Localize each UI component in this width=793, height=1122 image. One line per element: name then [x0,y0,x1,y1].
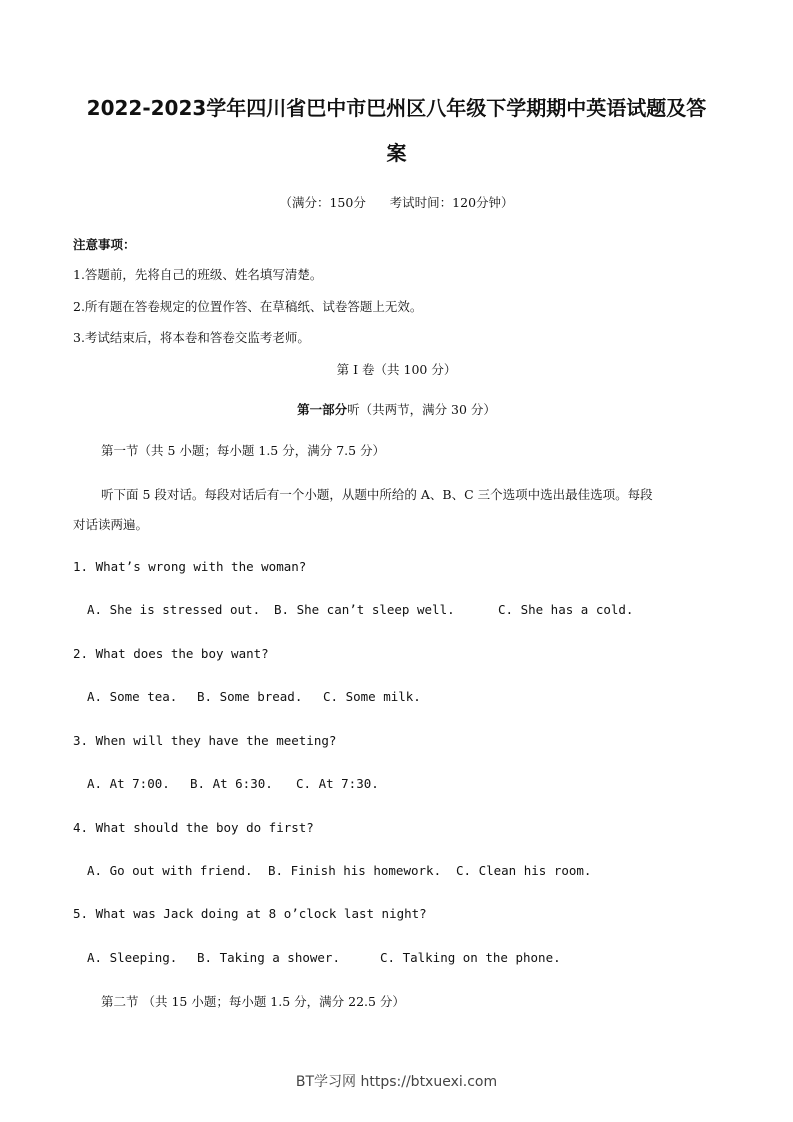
question-5-options [87,950,561,965]
q4-option-b: B. Finish his homework. [268,863,442,878]
q2-option-a: A. Some tea. [87,689,178,704]
notice-item-1: 1.答题前，先将自己的班级、姓名填写清楚。 [73,267,323,282]
q4-option-c: C. Clean his room. [456,863,592,878]
question-3: 3. When will they have the meeting? [73,733,337,748]
q1-option-c: C. She has a cold. [498,602,634,617]
q5-option-c: C. Talking on the phone. [380,950,561,965]
question-2: 2. What does the boy want? [73,646,269,661]
q2-option-c: C. Some milk. [323,689,421,704]
part1-rest: 听（共两节，满分 30 分） [347,402,496,417]
q5-option-b: B. Taking a shower. [197,950,340,965]
section1-instruction-line2: 对话读两遍。 [73,517,149,532]
q1-option-b: B. She can’t sleep well. [274,602,455,617]
footer-watermark: BT学习网 https://btxuexi.com [295,1074,498,1090]
part1-bold: 第一部分 [297,402,348,417]
notice-item-3: 3.考试结束后，将本卷和答卷交监考老师。 [73,330,310,345]
section1-instruction-line1: 听下面 5 段对话。每段对话后有一个小题，从题中所给的 A、B、C 三个选项中选出最佳选项。每段 [101,487,653,502]
notice-item-2: 2.所有题在答卷规定的位置作答、在草稿纸、试卷答题上无效。 [73,299,423,314]
question-4: 4. What should the boy do first? [73,820,314,835]
volume-label: 第 I 卷（共 100 分） [336,362,457,377]
q3-option-b: B. At 6:30. [190,776,273,791]
question-4-options [87,863,591,878]
section1-heading: 第一节（共 5 小题；每小题 1.5 分，满分 7.5 分） [101,443,386,458]
section2-heading: 第二节 （共 15 小题；每小题 1.5 分，满分 22.5 分） [101,994,405,1009]
q5-option-a: A. Sleeping. [87,950,178,965]
part1-heading [0,400,793,418]
q3-option-c: C. At 7:30. [296,776,379,791]
q1-option-a: A. She is stressed out. [87,602,261,617]
q2-option-b: B. Some bread. [197,689,303,704]
question-3-options [87,776,379,791]
exam-title-line2: 案 [386,141,407,165]
question-5: 5. What was Jack doing at 8 o’clock last night? [73,906,427,921]
exam-info: （满分：150分 考试时间：120分钟） [279,195,514,210]
notice-heading: 注意事项： [73,237,136,252]
q3-option-a: A. At 7:00. [87,776,170,791]
question-1-options [87,602,633,617]
exam-title-line1: 2022-2023学年四川省巴中市巴州区八年级下学期期中英语试题及答 [86,96,707,120]
question-2-options [87,689,421,704]
question-1: 1. What’s wrong with the woman? [73,559,307,574]
volume-heading [0,360,793,378]
q4-option-a: A. Go out with friend. [87,863,253,878]
